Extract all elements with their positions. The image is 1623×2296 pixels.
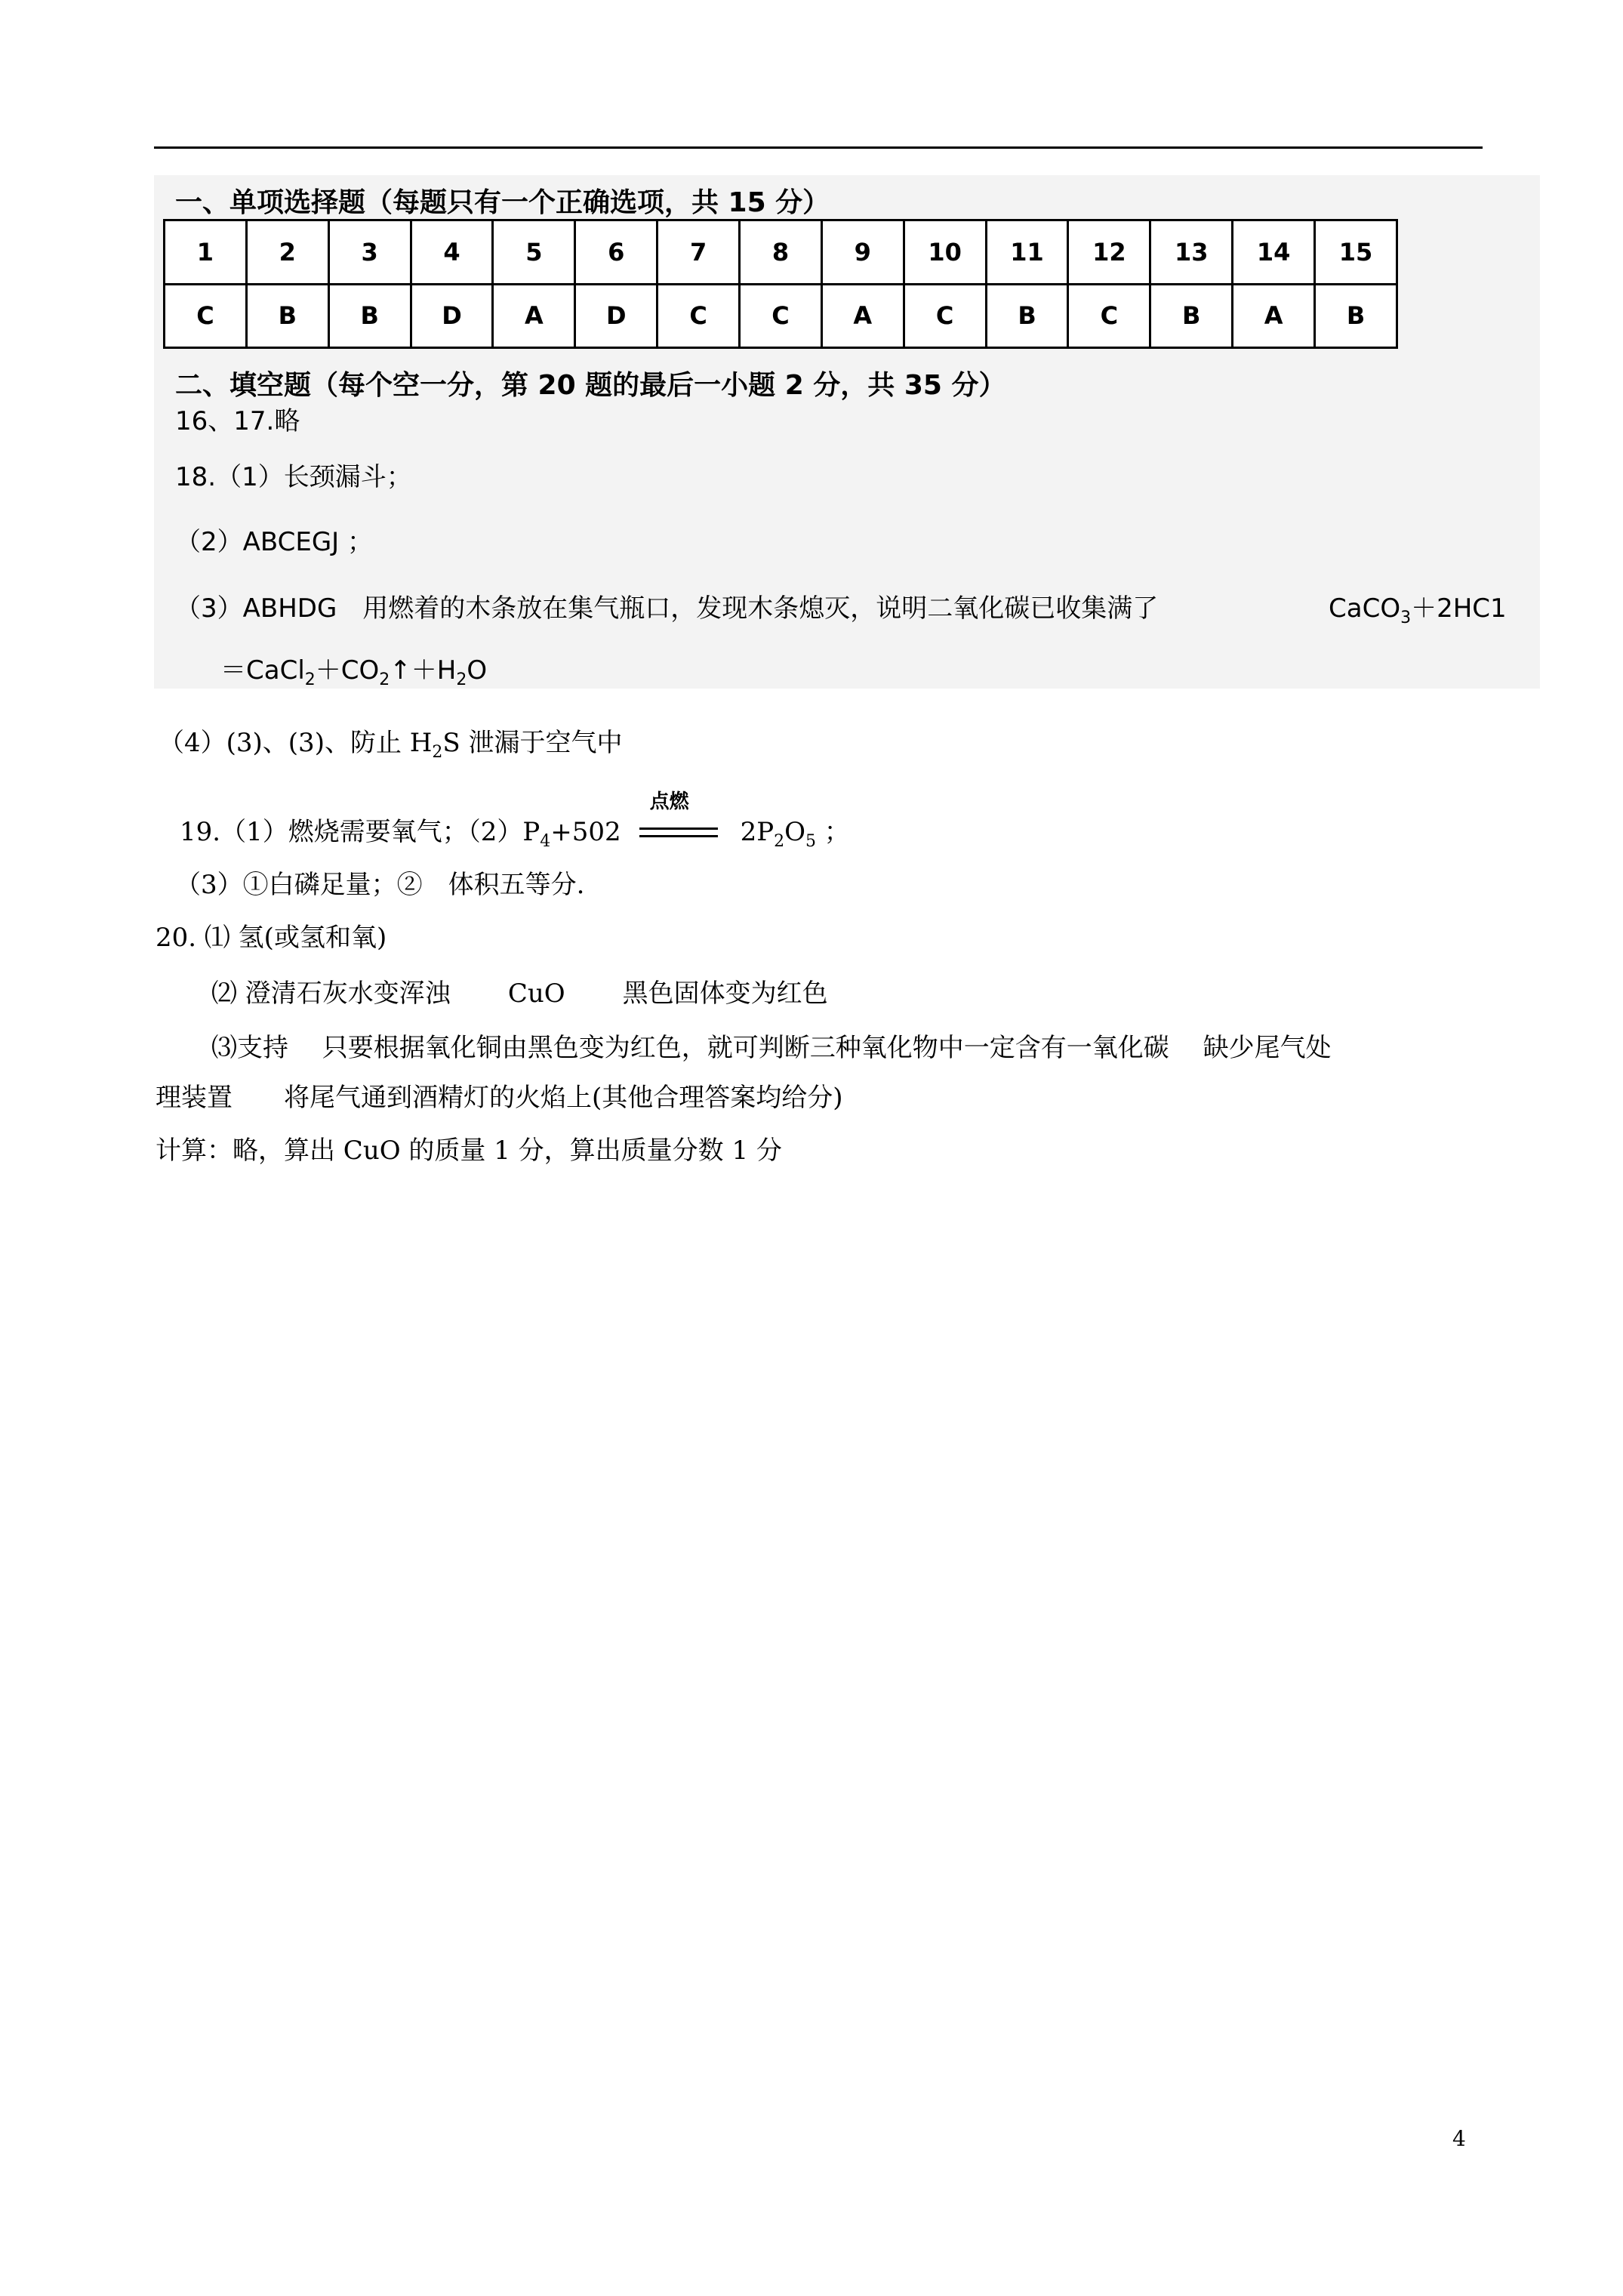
text: 黑色固体变为红色 [622, 978, 828, 1009]
text: S 泄漏于空气中 [442, 728, 623, 758]
header-rule [154, 146, 1483, 149]
question-number: 6 [575, 220, 658, 285]
equation-text: ↑＋H [390, 655, 457, 686]
question-number: 5 [493, 220, 575, 285]
answer-20-1: 20. ⑴ 氢(或氢和氧) [156, 923, 387, 953]
question-number: 3 [328, 220, 411, 285]
question-number: 15 [1315, 220, 1397, 285]
answer-cell: B [986, 284, 1068, 348]
text: O [784, 817, 805, 847]
answer-19-3: （3）①白磷足量；② 体积五等分. [175, 870, 585, 900]
equation-text: CaCO [1329, 593, 1401, 624]
subscript: 3 [1400, 608, 1412, 627]
equation-text: O [467, 655, 488, 686]
answer-cell: A [1233, 284, 1315, 348]
answer-20-2 [211, 977, 828, 1010]
answer-table [163, 219, 1398, 349]
question-number: 1 [165, 220, 247, 285]
question-number: 7 [658, 220, 740, 285]
answer-18-3-text: （3）ABHDG 用燃着的木条放在集气瓶口，发现木条熄灭，说明二氧化碳已收集满了 [175, 593, 1159, 624]
answer-18-4 [159, 726, 623, 760]
answer-cell: C [165, 284, 247, 348]
subscript: 4 [540, 831, 551, 851]
answer-cell: C [1068, 284, 1150, 348]
answer-cell: D [575, 284, 658, 348]
question-number: 11 [986, 220, 1068, 285]
equation-caco3 [1329, 592, 1507, 625]
text: （4）(3)、(3)、防止 H [159, 728, 433, 758]
section2-title: 二、填空题（每个空一分，第 20 题的最后一小题 2 分，共 35 分） [175, 370, 1006, 401]
question-number: 4 [411, 220, 493, 285]
answer-20-3-line1: ⑶支持 只要根据氧化铜由黑色变为红色，就可判断三种氧化物中一定含有一氧化碳 缺少尾气处 [211, 1033, 1332, 1063]
answer-19 [180, 791, 850, 851]
subscript: 5 [805, 831, 816, 851]
text: +502 [550, 817, 621, 847]
text: 19.（1）燃烧需要氧气；（2）P [180, 817, 540, 847]
text: ； [816, 817, 850, 847]
reaction-condition-label: 点燃 [649, 791, 689, 813]
answer-cell: D [411, 284, 493, 348]
text: 2P [740, 817, 775, 847]
subscript: 2 [304, 670, 316, 689]
answer-cell: B [1150, 284, 1233, 348]
answer-cell: A [821, 284, 904, 348]
equals-line [639, 827, 718, 830]
subscript: 2 [456, 670, 467, 689]
subscript: 2 [774, 831, 785, 851]
answer-18-3-line2 [220, 654, 487, 687]
answer-16-17: 16、17.略 [175, 406, 300, 436]
equation-text: ＋2HC1 [1411, 593, 1507, 624]
answer-cell: C [740, 284, 822, 348]
answer-row [165, 284, 1397, 348]
question-number: 14 [1233, 220, 1315, 285]
answer-cell: A [493, 284, 575, 348]
calculation-answer: 计算：略，算出 CuO 的质量 1 分，算出质量分数 1 分 [156, 1136, 782, 1166]
answer-18-1: 18.（1）长颈漏斗； [175, 462, 412, 492]
question-number: 10 [904, 220, 986, 285]
reaction-condition-arrow [639, 791, 718, 849]
equation-text: ＝CaCl [220, 655, 305, 686]
answer-cell: B [246, 284, 328, 348]
question-number: 12 [1068, 220, 1150, 285]
question-number: 8 [740, 220, 822, 285]
text: CuO [507, 978, 565, 1009]
answer-cell: B [1315, 284, 1397, 348]
subscript: 2 [432, 742, 443, 762]
page-number: 4 [1452, 2126, 1466, 2151]
answer-18-2: （2）ABCEGJ ； [175, 527, 374, 557]
answer-cell: C [658, 284, 740, 348]
answer-18-3-line1 [175, 592, 1507, 627]
question-number: 13 [1150, 220, 1233, 285]
answer-20-3-line2: 理装置 将尾气通到酒精灯的火焰上(其他合理答案均给分) [156, 1083, 843, 1113]
question-number: 2 [246, 220, 328, 285]
section1-title: 一、单项选择题（每题只有一个正确选项，共 15 分） [175, 187, 830, 218]
equation-text: ＋CO [315, 655, 380, 686]
question-number: 9 [821, 220, 904, 285]
text: ⑵ 澄清石灰水变浑浊 [211, 978, 451, 1009]
answer-cell: B [328, 284, 411, 348]
subscript: 2 [379, 670, 390, 689]
equals-line [639, 835, 718, 837]
question-number-row [165, 220, 1397, 285]
answer-cell: C [904, 284, 986, 348]
